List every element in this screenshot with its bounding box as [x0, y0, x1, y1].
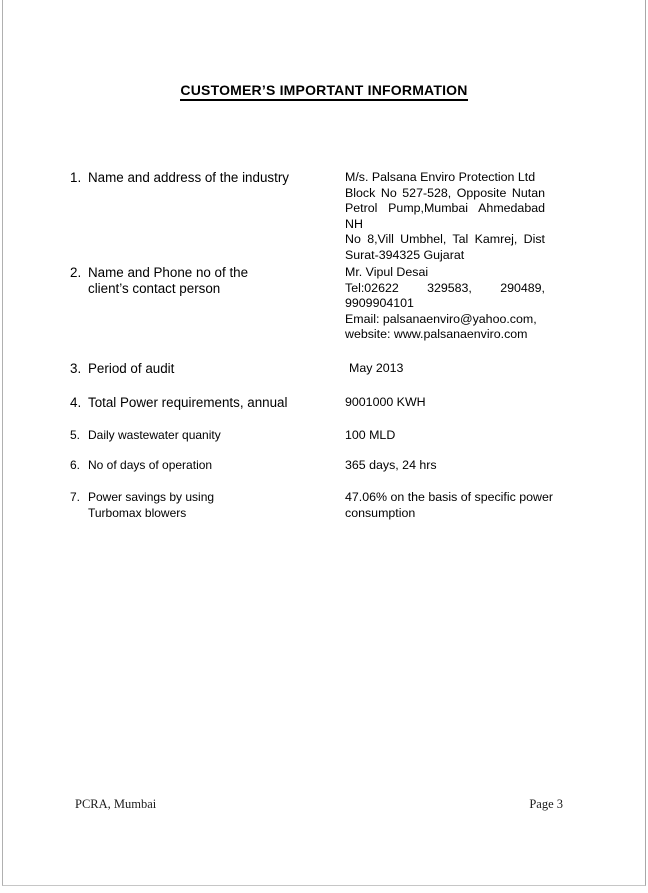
item-number: 2.: [70, 265, 82, 280]
footer-page-number: Page 3: [529, 797, 563, 811]
item-label: Power savings by using Turbomax blowers: [88, 490, 215, 520]
item-value: 9001000 KWH: [345, 395, 426, 409]
item-value: 365 days, 24 hrs: [345, 458, 437, 472]
item-label: Total Power requirements, annual: [88, 395, 288, 410]
item-label: Name and Phone no of the client’s contact person: [88, 265, 249, 296]
footer-org: PCRA, Mumbai: [75, 797, 157, 811]
item-value: 100 MLD: [345, 428, 396, 442]
item-number: 3.: [70, 361, 82, 376]
page-title-text: CUSTOMER’S IMPORTANT INFORMATION: [180, 82, 467, 101]
item-label: Period of audit: [88, 361, 175, 376]
item-value: 47.06% on the basis of specific power consumption: [345, 490, 554, 520]
item-number: 6.: [70, 458, 81, 472]
page-title: [0, 82, 648, 98]
page-footer: [75, 797, 563, 812]
item-number: 5.: [70, 428, 81, 442]
item-value: May 2013: [349, 361, 404, 375]
item-number: 4.: [70, 395, 82, 410]
item-label: No of days of operation: [88, 458, 213, 472]
item-label: Daily wastewater quanity: [88, 428, 221, 442]
item-number: 7.: [70, 490, 81, 504]
item-label: Name and address of the industry: [88, 170, 289, 185]
item-number: 1.: [70, 170, 82, 185]
item-value: Mr. Vipul Desai Tel:02622 329583, 290489, 9909904101 Email: palsanaenviro@yahoo.com, website: www.palsanaenviro.com: [345, 265, 545, 341]
item-value: M/s. Palsana Enviro Protection Ltd Block No 527-528, Opposite Nutan Petrol Pump,Mumbai Ahmedabad NH No 8,Vill Umbhel, Tal Kamrej, Dist Surat-394325 Gujarat: [345, 170, 545, 262]
